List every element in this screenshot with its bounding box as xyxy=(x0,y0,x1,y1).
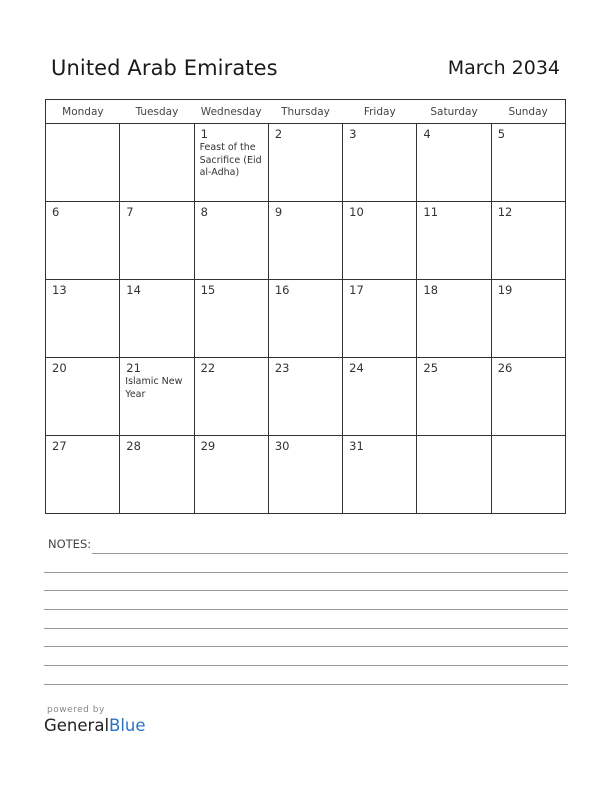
day-number: 23 xyxy=(274,361,290,375)
day-cell xyxy=(343,280,417,358)
day-number: 20 xyxy=(52,361,67,375)
day-number: 24 xyxy=(349,361,364,375)
day-cell xyxy=(491,436,565,514)
weekday-header: Sunday xyxy=(491,100,565,124)
weekday-header: Friday xyxy=(343,100,417,124)
day-cell xyxy=(268,202,342,280)
day-number: 26 xyxy=(497,361,513,375)
weekday-header: Thursday xyxy=(268,100,342,124)
week-row xyxy=(46,436,566,514)
day-cell xyxy=(194,202,268,280)
weekday-header: Wednesday xyxy=(194,100,268,124)
note-line xyxy=(44,684,568,685)
day-number: 25 xyxy=(423,361,439,375)
day-cell xyxy=(343,436,417,514)
day-number: 4 xyxy=(423,127,431,141)
day-number: 22 xyxy=(200,361,216,375)
week-row xyxy=(46,280,566,358)
day-number: 13 xyxy=(52,283,67,297)
month-title: March 2034 xyxy=(447,57,560,79)
weekday-header: Saturday xyxy=(417,100,491,124)
day-number: 19 xyxy=(497,283,513,297)
calendar-grid xyxy=(45,99,566,514)
note-line xyxy=(44,628,568,629)
day-cell xyxy=(417,358,491,436)
day-cell xyxy=(343,358,417,436)
day-number: 2 xyxy=(274,127,283,141)
day-number: 16 xyxy=(274,283,290,297)
day-cell xyxy=(120,358,194,436)
day-cell xyxy=(417,124,491,202)
day-cell xyxy=(268,280,342,358)
day-cell xyxy=(268,358,342,436)
day-number: 27 xyxy=(52,439,67,453)
day-cell xyxy=(343,124,417,202)
day-number: 9 xyxy=(274,205,283,219)
day-number: 29 xyxy=(200,439,216,453)
note-line xyxy=(44,590,568,591)
day-number: 31 xyxy=(349,439,364,453)
day-cell xyxy=(120,202,194,280)
day-number: 5 xyxy=(497,127,506,141)
day-cell xyxy=(46,358,120,436)
weekday-header: Tuesday xyxy=(120,100,194,124)
day-cell xyxy=(120,280,194,358)
day-number: 7 xyxy=(126,205,134,219)
day-cell xyxy=(194,436,268,514)
day-cell xyxy=(46,202,120,280)
day-number: 15 xyxy=(200,283,216,297)
day-number: 10 xyxy=(349,205,364,219)
day-number: 28 xyxy=(126,439,141,453)
day-cell xyxy=(343,202,417,280)
day-cell xyxy=(46,124,120,202)
day-cell xyxy=(120,436,194,514)
week-row xyxy=(46,124,566,202)
generalblue-logo xyxy=(44,716,146,735)
day-cell xyxy=(417,436,491,514)
brand-blue: Blue xyxy=(109,716,146,735)
day-cell xyxy=(46,280,120,358)
day-cell xyxy=(194,124,268,202)
note-line xyxy=(44,572,568,573)
day-number: 6 xyxy=(52,205,60,219)
day-number: 21 xyxy=(126,361,141,375)
day-number: 1 xyxy=(200,127,208,141)
notes-label: NOTES: xyxy=(48,537,92,551)
day-cell xyxy=(268,124,342,202)
day-number: 8 xyxy=(200,205,208,219)
holiday-event: Islamic New Year xyxy=(125,376,183,400)
week-row xyxy=(46,358,566,436)
holiday-event: Feast of the Sacrifice (Eid al-Adha) xyxy=(199,142,262,178)
note-line xyxy=(44,646,568,647)
day-cell xyxy=(268,436,342,514)
weekday-header-row xyxy=(46,100,566,124)
day-cell xyxy=(46,436,120,514)
day-cell xyxy=(491,124,565,202)
brand-general: General xyxy=(44,716,110,735)
country-title: United Arab Emirates xyxy=(51,56,278,80)
day-cell xyxy=(194,280,268,358)
day-cell xyxy=(417,202,491,280)
day-number: 30 xyxy=(274,439,290,453)
day-number: 12 xyxy=(497,205,513,219)
weekday-header: Monday xyxy=(46,100,120,124)
note-line xyxy=(44,609,568,610)
day-number: 18 xyxy=(423,283,439,297)
day-cell xyxy=(194,358,268,436)
day-number: 14 xyxy=(126,283,141,297)
day-cell xyxy=(120,124,194,202)
day-cell xyxy=(491,202,565,280)
day-number: 3 xyxy=(349,127,357,141)
day-cell xyxy=(417,280,491,358)
note-line xyxy=(92,553,568,554)
day-cell xyxy=(491,358,565,436)
day-cell xyxy=(491,280,565,358)
powered-by-label: powered by xyxy=(47,705,105,715)
week-row xyxy=(46,202,566,280)
day-number: 11 xyxy=(423,205,439,219)
note-line xyxy=(44,665,568,666)
day-number: 17 xyxy=(349,283,364,297)
